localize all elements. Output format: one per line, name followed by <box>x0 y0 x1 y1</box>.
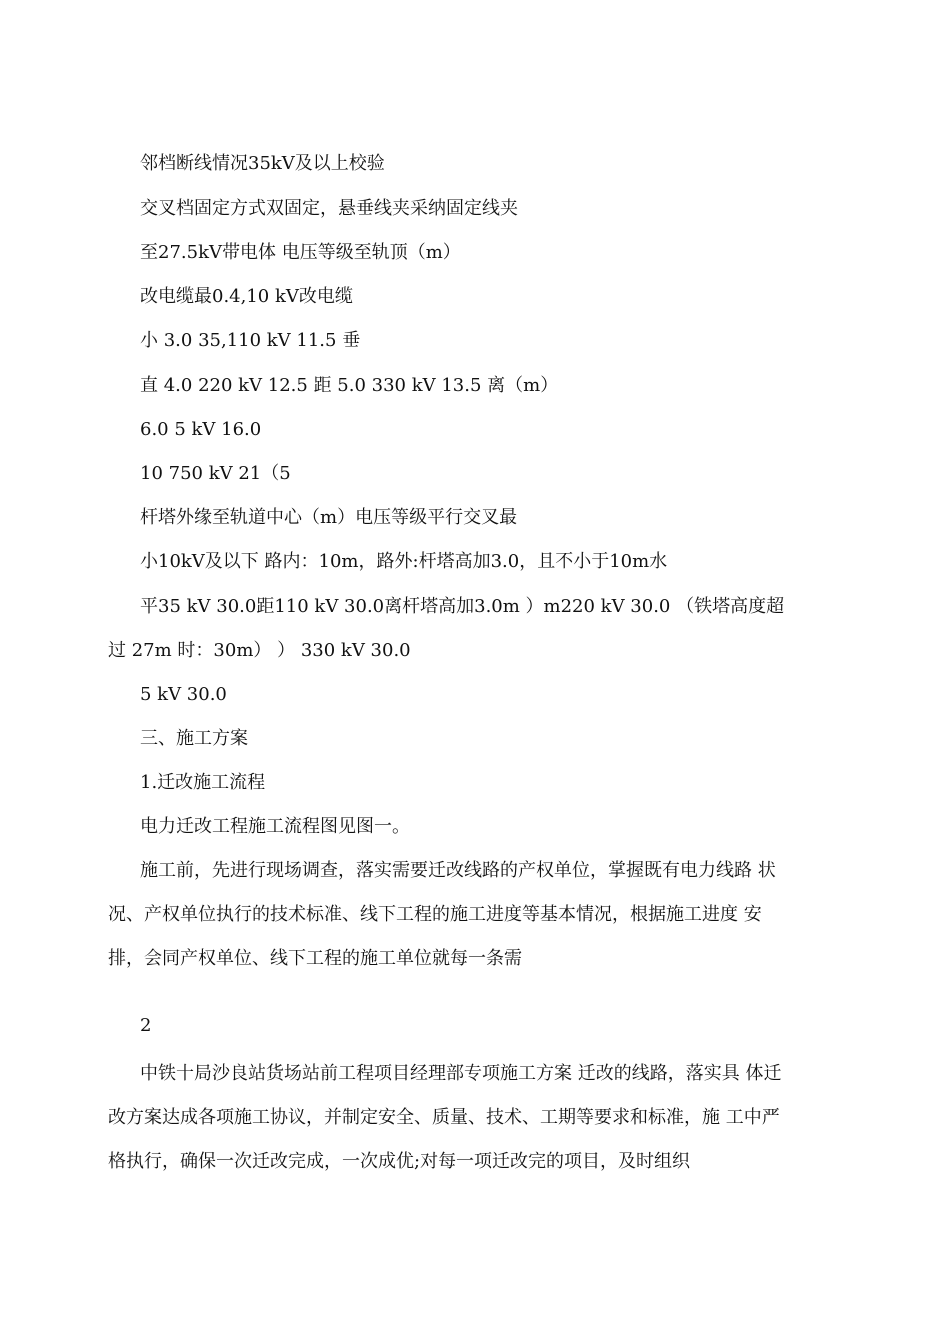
paragraph-line: 中铁十局沙良站货场站前工程项目经理部专项施工方案 迁改的线路，落实具 体迁 <box>140 1063 782 1084</box>
text-line: 至27.5kV带电体 电压等级至轨顶（m） <box>140 242 461 263</box>
text-line: 平35 kV 30.0距110 kV 30.0离杆塔高加3.0m ）m220 kV 30.0 （铁塔高度超 <box>140 596 785 617</box>
paragraph-line: 施工前，先进行现场调查，落实需要迁改线路的产权单位，掌握既有电力线路 状 <box>140 860 776 881</box>
text-line: 5 kV 30.0 <box>140 684 227 705</box>
paragraph-line-continued: 格执行，确保一次迁改完成，一次成优;对每一项迁改完的项目，及时组织 <box>108 1151 691 1172</box>
subsection-heading: 1.迁改施工流程 <box>140 772 266 793</box>
text-line: 改电缆最0.4,10 kV改电缆 <box>140 286 353 307</box>
text-line: 直 4.0 220 kV 12.5 距 5.0 330 kV 13.5 离（m） <box>140 375 559 396</box>
paragraph-line-continued: 况、产权单位执行的技术标准、线下工程的施工进度等基本情况，根据施工进度 安 <box>108 904 762 925</box>
text-line: 电力迁改工程施工流程图见图一。 <box>140 816 410 837</box>
text-line: 6.0 5 kV 16.0 <box>140 419 262 440</box>
text-line: 邻档断线情况35kV及以上校验 <box>140 153 385 174</box>
text-line: 10 750 kV 21（5 <box>140 463 291 484</box>
paragraph-line-continued: 改方案达成各项施工协议，并制定安全、质量、技术、工期等要求和标准，施 工中严 <box>108 1107 780 1128</box>
page-number: 2 <box>140 1015 152 1036</box>
text-line: 杆塔外缘至轨道中心（m）电压等级平行交叉最 <box>140 507 518 528</box>
text-line: 小 3.0 35,110 kV 11.5 垂 <box>140 330 361 351</box>
text-line-continued: 过 27m 时：30m） ） 330 kV 30.0 <box>108 640 411 661</box>
paragraph-line-continued: 排，会同产权单位、线下工程的施工单位就每一条需 <box>108 948 522 969</box>
text-line: 交叉档固定方式双固定，悬垂线夹采纳固定线夹 <box>140 198 518 219</box>
text-line: 小10kV及以下 路内：10m，路外:杆塔高加3.0，且不小于10m水 <box>140 551 668 572</box>
section-heading: 三、施工方案 <box>140 728 248 749</box>
